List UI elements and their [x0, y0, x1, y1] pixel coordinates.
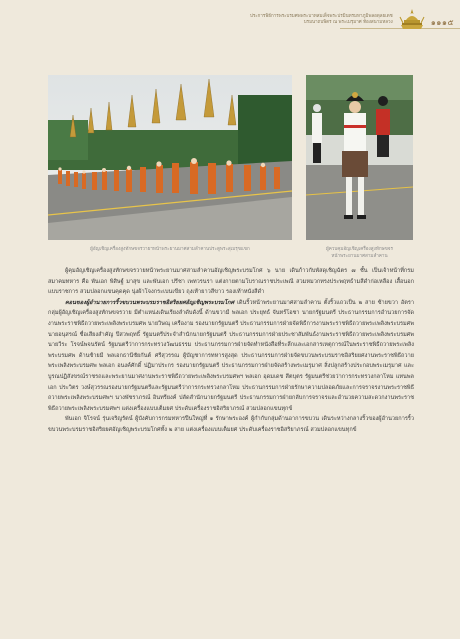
officer-illustration — [306, 75, 413, 240]
officer-photo — [306, 75, 413, 240]
paragraph-1: ผู้คุมอัญเชิญเครื่องสูงทักษขจรวายหน้าพระยานมาศสามลำคานอัญเชิญพระบรมโกศ ๖ นาย เดินก้าวกับพัสดุเชิญฉัตร ๗ ชั้น เป็นเจ้าหน้าที่กรมสมาคมทหาร คือ พันเอก พิสิษฐ์ มาสุข และพันเอก ปรีชา เพทวรนรา แต่งกายตามโบราณราชประเพณี สวมหมวกทรงประพฤทธ์ามสีดำก่อเหลือง เสื้อนอกแบบราชการ สวมปลอกแขนคุดคุด นุ่งผ้าโจงกระเบนเขียว ถุงเท้ายาวสีขาว รองเท้าหนังสีดำ — [48, 268, 414, 296]
paragraph-3: พันเอก จิโรจน์ รุ่นเจริญรัตน์ ผู้บังคับการกรมทหารปืนใหญ่ที่ ๑ รักษาพระองค์ ผู้กำกับกลุ่มด้านอาการขบวน เดินระหว่างกลางริ้วของผู้อำนวยการริ้วขบวนพระบรมราชอิสริยยศอัญเชิญพระบรมโกศทั้ง ๒ สาย แต่งเครื่องแบบเต็มยศ ประดับเครื่องราชอิสริยาภรณ์ สวมปลอกแขนทุกข์ — [48, 416, 414, 433]
running-header-line-1: ประการพิธีการพระบรมศพพระบาทสมเด็จพระปรมินทรมหาภูมิพลอดุลยเดช — [249, 14, 393, 19]
paragraph-2-heading: คอนของผู้อำนายการริ้วขบวนพระบรมราชอิสริยยศอัญเชิญพระบรมโกศ — [65, 299, 235, 306]
body-text — [48, 266, 414, 436]
right-photo-caption-line-2: หน้าพระยานมาศสามลำคาน — [331, 254, 388, 259]
right-photo-caption — [306, 246, 413, 260]
royal-crest-icon — [399, 8, 425, 30]
running-header — [250, 14, 393, 26]
right-photo-caption-line-1: ผู้ควบคุมอัญเชิญเครื่องสูงทักษขจร — [326, 247, 393, 252]
procession-photo — [48, 75, 292, 240]
left-photo-caption: ผู้อัญเชิญเครื่องสูงทักษขจรวายฯหน้าพระยานมาศสามลำคานประตูพระสุเมรุขแขก — [90, 247, 250, 252]
page-header — [250, 8, 454, 30]
running-header-line-2: บรมนาถบพิตร ณ พระเมรุมาศ ท้องสนามหลวง — [303, 20, 393, 25]
paragraph-2 — [48, 298, 414, 415]
procession-illustration — [48, 75, 292, 240]
page-number: ๑๑๑๕ — [430, 18, 454, 27]
paragraph-2-body: เดินริ้วหน้าพระยานมาศสามลำคาน ตั้งริ้วแถวเป็น ๒ สาย ซ้ายขวา อัตรากลุ่มผู้อัญเชิญเครื่องสูงทักษขจรวาย มีตำแหน่งเดินเรียงลำดับดังนี้ ด้านขวามี พลเอก ประยุทธ์ จันทร์โอชา นายกรัฐมนตรี ประธานกรรมการอำนวยการจัดงานพระราชพิธีถวายพระเพลิงพระบรมศพ นายวิษณุ เครืองาม รองนายกรัฐมนตรี ประธานกรรมการฝ่ายจัดพิธีการงานพระราชพิธีถวายพระเพลิงพระบรมศพ นายอนุสรณ์ ชื่อเสียงสำคัญ ปีสวพฤทธิ์ รัฐมนตรีประจำสำนักนายกรัฐมนตรี ประธานกรรมการฝ่ายประชาสัมพันธ์งานพระราชพิธีถวายพระเพลิงพระบรมศพ นายวีระ โรจน์พจนรัตน์ รัฐมนตรีว่าการกระทรวงวัฒนธรรม ประธานกรรมการฝ่ายจัดทำหนังสือที่ระลึกและเอกสารเหตุการณ์ในพระราชพิธีถวายพระเพลิงพระบรมศพ ด้านซ้ายมี พลเอกธานีชัยกันต์ ศรีสุวรรณ ผู้บัญชาการทหารสูงสุด ประธานกรรมการฝ่ายจัดขบวนพระบรมราชอิสริยยศงานพระราชพิธีถวายพระเพลิงพระบรมศพ พลเอก อนงค์ศักดิ์ ปฏิมาประกร รองนายกรัฐมนตรี ประธานกรรมการฝ่ายจัดสร้างพระเมรุมาศ สิ่งปลูกสร้างประกอบพระเมรุมาศ และบูรณปฏิสังขรณ์ราชรถและพระยานมาศงานพระราชพิธีถวายพระเพลิงพระบรมศพฯ พลเอก อุดมเดช สีตบุตร รัฐมนตรีช่วยว่าการกระทรวงกลาโหม แทนพลเอก ประวิตร วงษ์สุวรรณรองนายกรัฐมนตรีและรัฐมนตรีว่าการกระทรวงกลาโหม ประธานกรรมการฝ่ายรักษาความปลอดภัยและการจราจรงานพระราชพิธีถวายพระเพลิงพระบรมศพฯ นางพัชราภรณ์ อินทรียงค์ ปลัดสำนักนายกรัฐมนตรี ประธานกรรมการฝ่ายกลับการจราจรและอำนวยความสะดวกงานพระราชพิธีถวายพระเพลิงพระบรมศพฯ แต่งเครื่องแบบเต็มยศ ประดับเครื่องราชอิสริยาภรณ์ สวมปลอกแขนทุกข์ — [48, 299, 414, 412]
